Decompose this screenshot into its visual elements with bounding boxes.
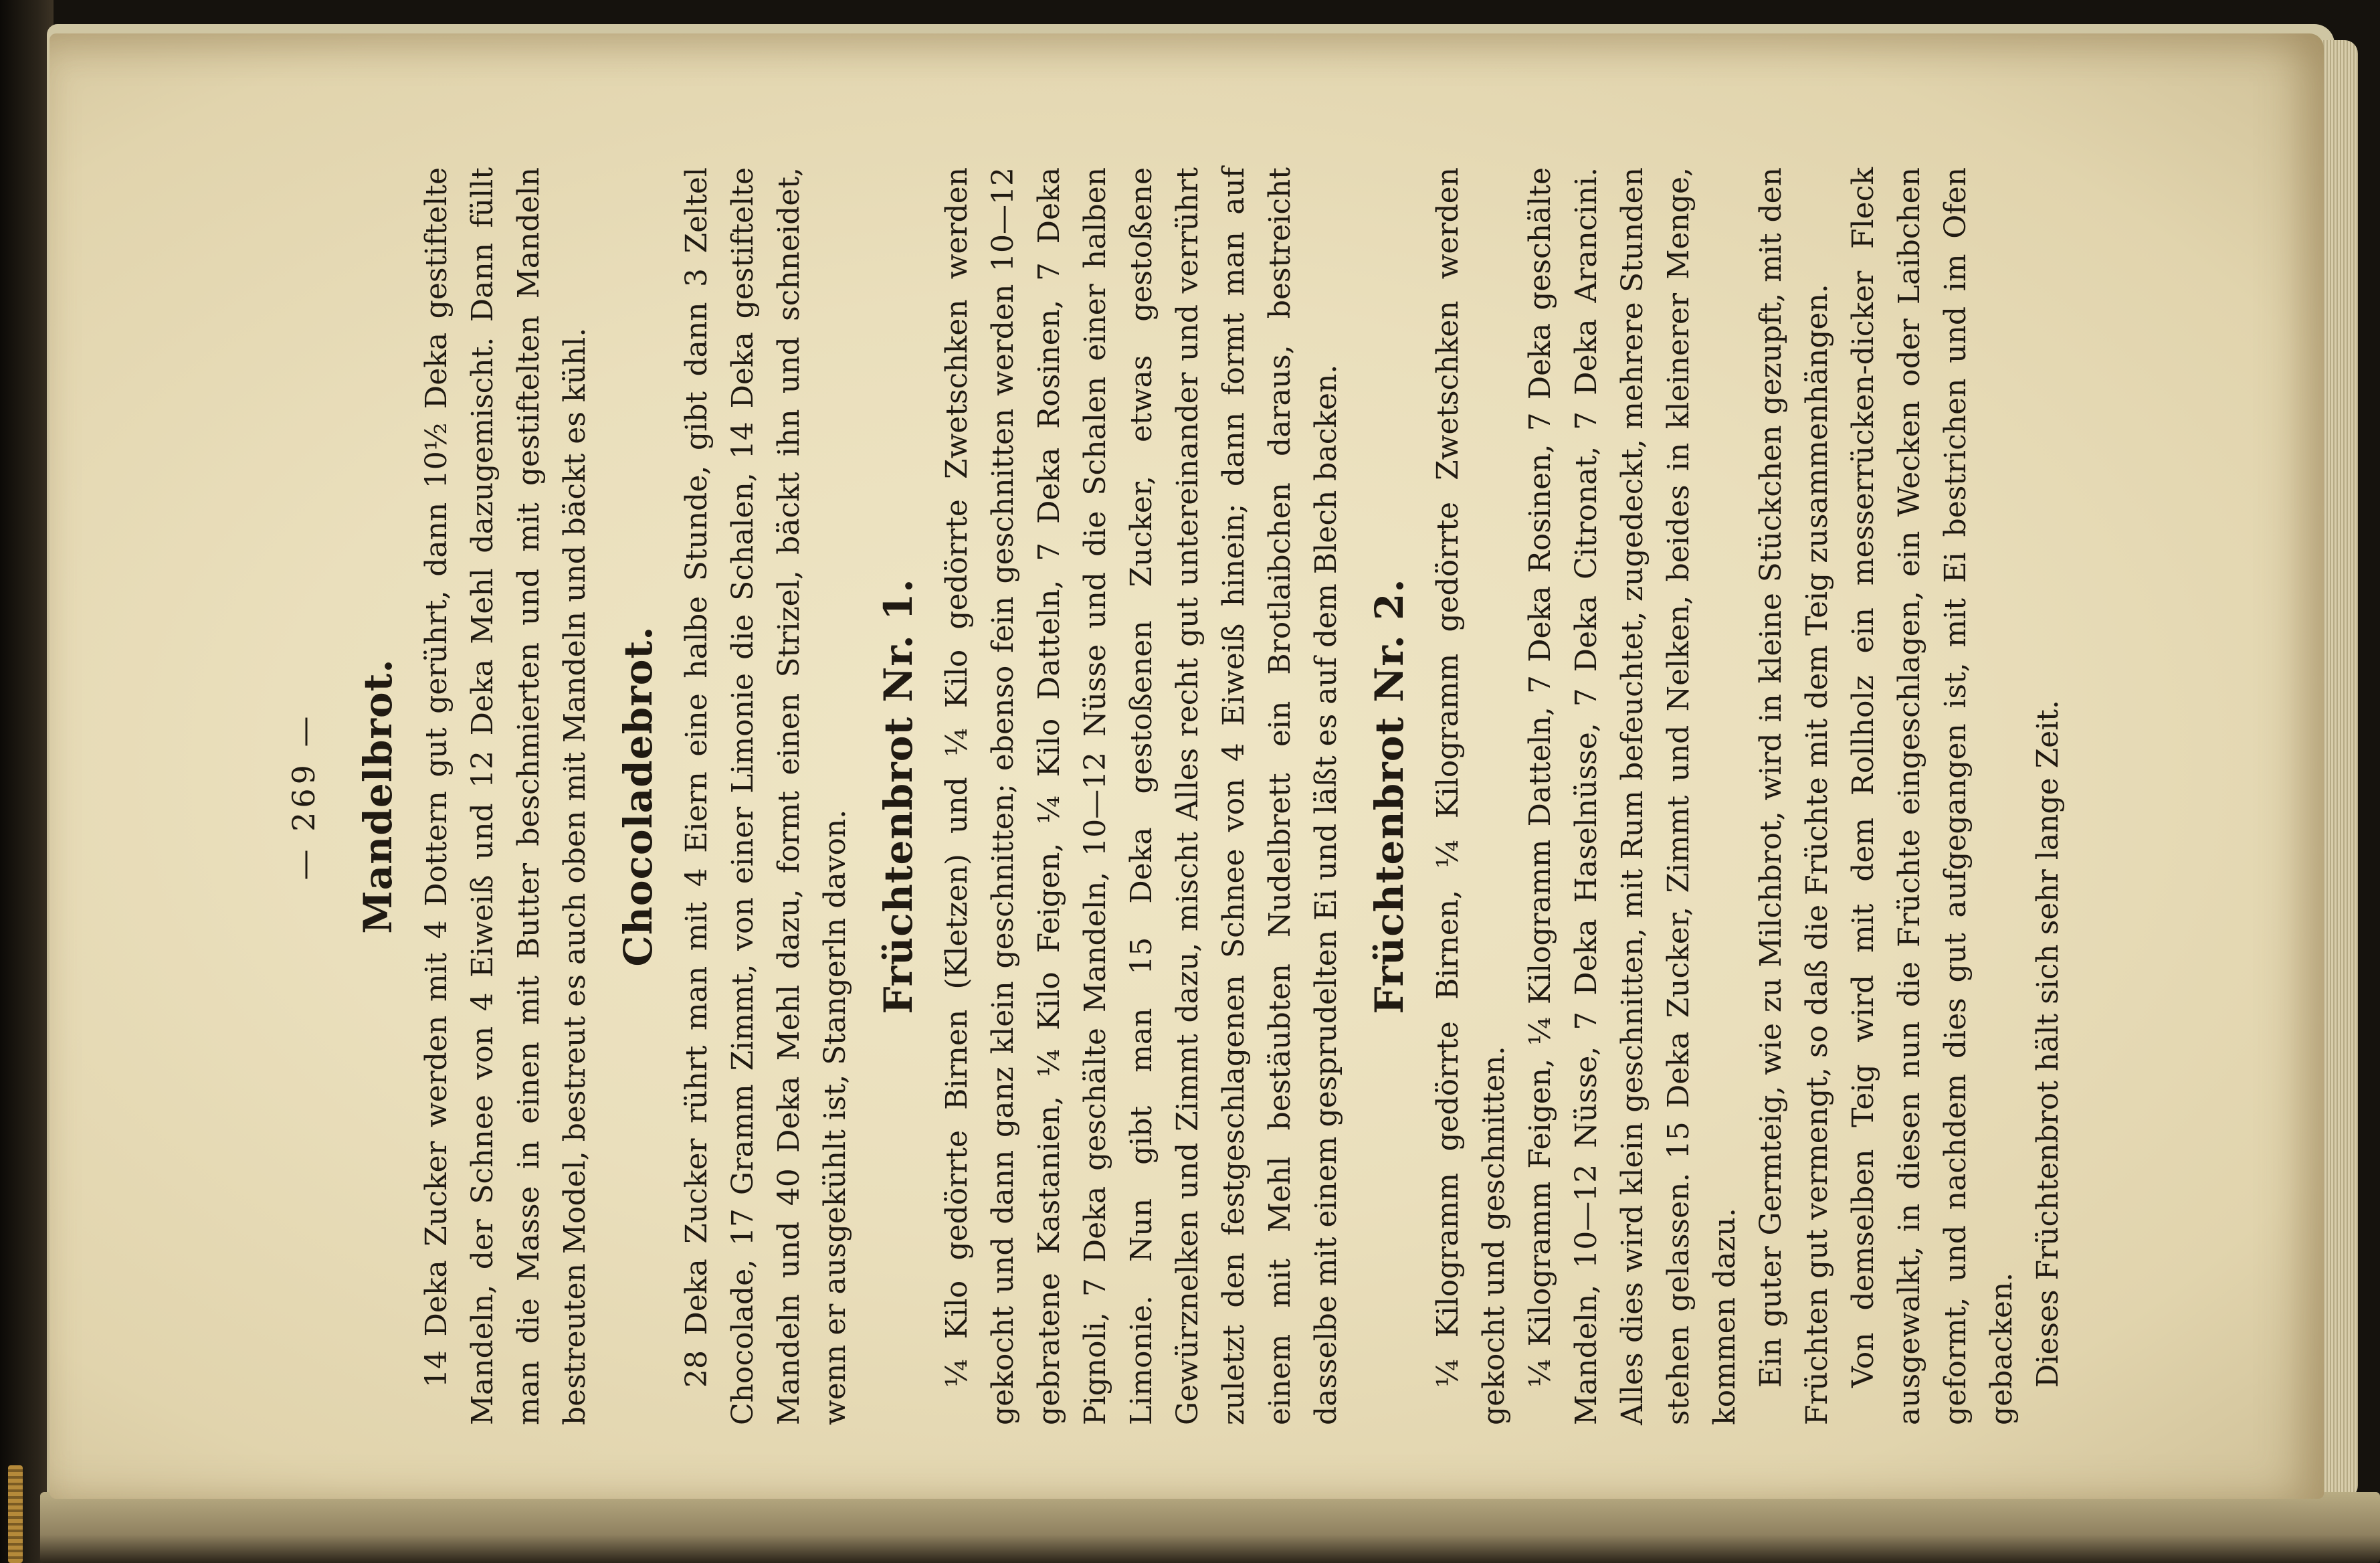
recipe-paragraph: Von demselben Teig wird mit dem Rollholz ein messerrücken-dicker Fleck ausgewalkt, in diesen nun die Früchte eingeschlagen, ein Wecken oder Laibchen geformt, und nachdem dies gut aufgegangen ist, mit Ei bestrichen und im Ofen gebacken. — [1846, 167, 2019, 1425]
page-text-rotated — [281, 167, 2065, 1425]
book-cover-edge — [0, 0, 54, 1563]
recipe-paragraph: ¼ Kilogramm gedörrte Birnen, ¼ Kilogramm gedörrte Zwetschken werden gekocht und geschnitten. — [1431, 167, 1511, 1425]
lower-page-leaf — [40, 1492, 2380, 1563]
page-number: — 269 — — [286, 712, 322, 881]
binding-thread — [8, 1465, 23, 1563]
recipe-paragraph: ¼ Kilo gedörrte Birnen (Kletzen) und ¼ Kilo gedörrte Zwetschken werden gekocht und dann ganz klein geschnitten; ebenso fein geschnitten werden 10—12 gebratene Kastanien, ¼ Kilo Feigen, ¼ Kilo Datteln, 7 Deka Rosinen, 7 Deka Pignoli, 7 Deka geschälte Mandeln, 10—12 Nüsse und die Schalen einer halben Limonie. Nun gibt man 15 Deka gestoßenen Zucker, etwas gestoßene Gewürznelken und Zimmt dazu, mischt Alles recht gut untereinander und verrührt zuletzt den festgeschlagenen Schnee von 4 Eiweiß hinein; dann formt man auf einem mit Mehl bestäubten Nudelbrett ein Brotlaibchen daraus, bestreicht dasselbe mit einem gesprudelten Ei und läßt es auf dem Blech backen. — [940, 167, 1343, 1425]
recipe-title-fruechtenbrot-1: Früchtenbrot Nr. 1. — [876, 578, 921, 1014]
recipe-title-fruechtenbrot-2: Früchtenbrot Nr. 2. — [1367, 578, 1412, 1014]
recipe-paragraph: 28 Deka Zucker rührt man mit 4 Eiern eine halbe Stunde, gibt dann 3 Zeltel Chocolade, 17 Gramm Zimmt, von einer Limonie die Schalen, 14 Deka gestiftelte Mandeln und 40 Deka Mehl dazu, formt einen Strizel, bäckt ihn und schneidet, wenn er ausgekühlt ist, Stangerln davon. — [680, 167, 852, 1425]
recipe-title-mandelbrot: Mandelbrot. — [355, 658, 401, 934]
recipe-paragraph: Ein guter Germteig, wie zu Milchbrot, wird in kleine Stückchen gezupft, mit den Früchten gut vermengt, so daß die Früchte mit dem Teig zusammenhängen. — [1754, 167, 1834, 1425]
page-edges — [2318, 40, 2358, 1499]
recipe-paragraph: Dieses Früchtenbrot hält sich sehr lange Zeit. — [2031, 700, 2065, 1388]
recipe-title-chocoladebrot: Chocoladebrot. — [615, 626, 661, 967]
recipe-paragraph: ¼ Kilogramm Feigen, ¼ Kilogramm Datteln, 7 Deka Rosinen, 7 Deka geschälte Mandeln, 10—12 Nüsse, 7 Deka Haselnüsse, 7 Deka Citronat, 7 Deka Arancini. Alles dies wird klein geschnitten, mit Rum befeuchtet, zugedeckt, mehrere Stunden stehen gelassen. 15 Deka Zucker, Zimmt und Nelken, beides in kleinerer Menge, kommen dazu. — [1523, 167, 1742, 1425]
recipe-paragraph: 14 Deka Zucker werden mit 4 Dottern gut gerührt, dann 10½ Deka gestiftelte Mandeln, der Schnee von 4 Eiweiß und 12 Deka Mehl dazugemischt. Dann füllt man die Masse in einen mit Butter beschmierten und mit gestiftelten Mandeln bestreuten Model, bestreut es auch oben mit Mandeln und bäckt es kühl. — [419, 167, 592, 1425]
